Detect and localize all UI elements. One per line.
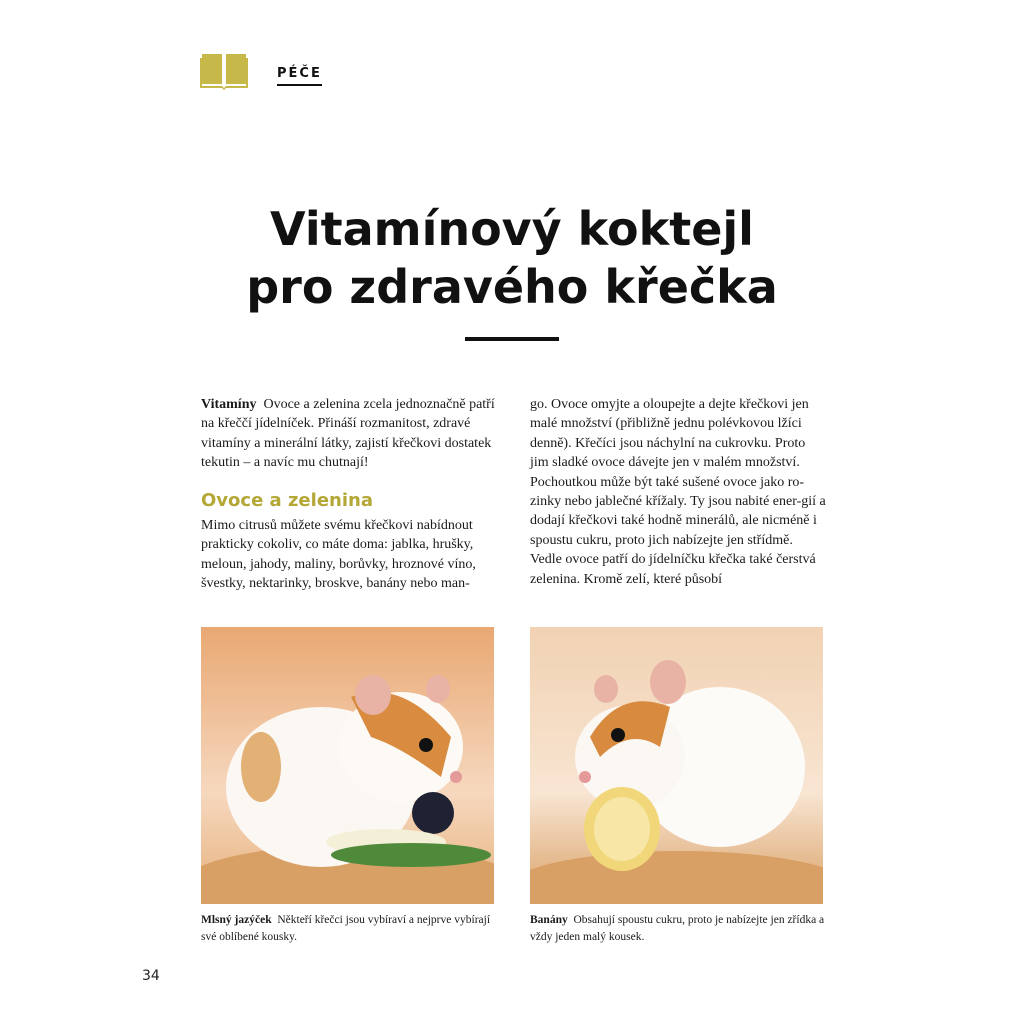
intro-text: Ovoce a zelenina zcela jednoznačně patří na křeččí jídelníček. Přináší rozmanitost, zdravé vitamíny a minerální látky, zajistí křečkovi dostatek tekutin – a navíc mu chutnají!: [201, 397, 495, 471]
caption-right: [530, 912, 830, 946]
body-paragraph-2: Vedle ovoce patří do jídelníčku křečka také čerstvá zelenina. Kromě zelí, které působí: [530, 552, 816, 587]
caption-right-label: Banány: [530, 914, 568, 926]
body-paragraph-right: go. Ovoce omyjte a oloupejte a dejte křečkovi jen malé množství (přibližně jednu polévkovou lžíci denně). Křečíci jsou náchylní na cukrovku. Proto jim sladké ovoce dávejte jen v malém množství. Pochoutkou může být také sušené ovoce jako ro-zinky nebo jablečné křížaly. Ty jsou nabité ener-gií a dodají křečkovi také hodně minerálů, ale nicméně i spoustu cukru, proto jich nabízejte jen střídmě.: [530, 397, 826, 548]
intro-label: Vitamíny: [201, 397, 257, 412]
section-heading: Ovoce a zelenina: [201, 489, 373, 511]
title-line-2: pro zdravého křečka: [246, 260, 778, 314]
caption-right-text: Obsahují spoustu cukru, proto je nabízejte jen zřídka a vždy jeden malý kousek.: [530, 914, 825, 943]
caption-left-label: Mlsný jazýček: [201, 914, 272, 926]
intro-paragraph: [201, 395, 501, 473]
left-column: [201, 395, 501, 594]
caption-left-text: Někteří křečci jsou vybíraví a nejprve vybírají své oblíbené kousky.: [201, 914, 491, 943]
caption-left: [201, 912, 501, 946]
hamster-eating-photo: [201, 627, 494, 904]
title-divider: [465, 337, 559, 341]
hamster-banana-photo: [530, 627, 823, 904]
right-column: [530, 395, 826, 589]
title-line-1: Vitamínový koktejl: [270, 202, 754, 256]
page-title: [0, 200, 1024, 316]
page-number: 34: [142, 968, 160, 984]
open-book-icon: [200, 50, 248, 90]
body-paragraph-left: Mimo citrusů můžete svému křečkovi nabídnout prakticky cokoliv, co máte doma: jablka, hrušky, meloun, jahody, maliny, borůvky, hroznové víno, švestky, nektarinky, broskve, banány nebo man-: [201, 518, 476, 592]
section-label: PÉČE: [277, 66, 322, 86]
